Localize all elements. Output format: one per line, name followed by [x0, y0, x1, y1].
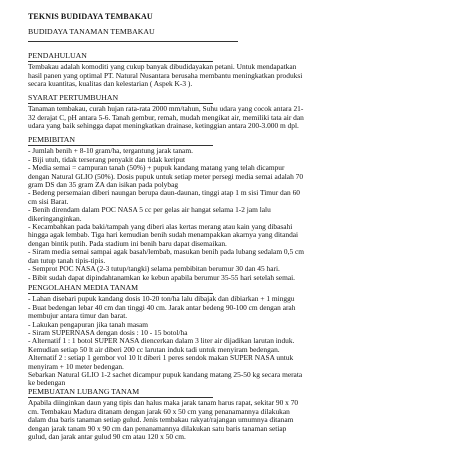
text-line: hasil panen yang optimal PT. Natural Nusantara berusaha membantu meningkatkan produksi: [28, 70, 303, 80]
text-line: Kemudian setiap 50 lt air diberi 200 cc larutan induk tadi untuk menyiram bedengan.: [28, 344, 280, 354]
text-line: Tanaman tembakau, curah hujan rata-rata 2000 mm/tahun, Suhu udara yang cocok antara 21-: [28, 104, 304, 114]
text-line: ke bedengan: [28, 378, 66, 388]
text-line: gulud, dan jarak antar gulud 90 cm atau 120 x 50 cm.: [28, 432, 186, 442]
section-body: [28, 105, 433, 130]
section-body: [28, 295, 433, 387]
text-line: - Siram SUPERNASA dengan dosis : 10 - 15 botol/ha: [28, 328, 188, 338]
text-line: gram DS dan 35 gram ZA dan isikan pada polybag: [28, 180, 179, 190]
text-line: - Lahan disebari pupuk kandang dosis 10-20 ton/ha lalu dibajak dan dibiarkan + 1 minggu: [28, 294, 295, 304]
document-title: TEKNIS BUDIDAYA TEMBAKAU: [28, 12, 153, 21]
section-heading: PENDAHULUAN: [28, 51, 87, 60]
text-line: Tembakau adalah komoditi yang cukup banyak dibudidayakan petani. Untuk mendapatkan: [28, 62, 297, 72]
text-line: - Lakukan pengapuran jika tanah masam: [28, 319, 149, 329]
section-heading: SYARAT PERTUMBUHAN: [28, 93, 119, 102]
text-line: udara yang baik sehingga dapat meningkatkan drainase, ketinggian antara 200-3.000 m dpl.: [28, 121, 299, 131]
text-line: dengan Natural GLIO (50%). Dosis pupuk untuk setiap meter persegi media semai adalah 70: [28, 171, 304, 181]
text-line: - Biji utuh, tidak terserang penyakit dan tidak keriput: [28, 154, 186, 164]
section-heading: PENGOLAHAN MEDIA TANAM: [28, 283, 139, 292]
text-line: - Semprot POC NASA (2-3 tutup/tangki) selama pembibitan berumur 30 dan 45 hari.: [28, 264, 280, 274]
document-subtitle: BUDIDAYA TANAMAN TEMBAKAU: [28, 27, 155, 36]
text-line: cm. Tembakau Madura ditanam dengan jarak 60 x 50 cm yang penanamannya dilakukan: [28, 406, 290, 416]
text-line: - Bibit sudah dapat dipindahtanamkan ke kebun apabila berumur 35-55 hari setelah semai.: [28, 272, 296, 282]
text-line: dengan bintik putih. Pada stadium ini benih baru dapat disemaikan.: [28, 238, 227, 248]
section-body: [28, 63, 433, 88]
text-line: secara kuantitas, kualitas dan kelestarian ( Aspek K-3 ).: [28, 79, 193, 89]
title-divider: [28, 41, 238, 42]
text-line: - Jumlah benih + 8-10 gram/ha, tergantung jarak tanam.: [28, 146, 193, 156]
section-pendahuluan: [28, 52, 433, 89]
text-line: menyiram + 10 meter bedengan.: [28, 361, 124, 371]
text-line: dan tutup tanah tipis-tipis.: [28, 255, 106, 265]
section-pembuatan-lubang-tanam: [28, 388, 433, 441]
text-line: - Buat bedengan lebar 40 cm dan tinggi 40 cm. Jarak antar bedeng 90-100 cm dengan arah: [28, 302, 296, 312]
section-body: [28, 399, 433, 441]
text-line: Apabila diinginkan daun yang tipis dan halus maka jarak tanam harus rapat, sekitar 90 x 70: [28, 398, 299, 408]
text-line: dikeringanginkan.: [28, 213, 82, 223]
section-heading: PEMBUATAN LUBANG TANAM: [28, 387, 140, 396]
text-line: 32 derajat C, pH antara 5-6. Tanah gembur, remah, mudah mengikat air, memiliki tata air dan: [28, 112, 304, 122]
section-pengolahan-media-tanam: [28, 284, 433, 388]
text-line: dengan jarak tanam 90 x 90 cm dan penanamannya dilakukan satu baris tanaman setiap: [28, 423, 287, 433]
text-line: - Alternatif 1 : 1 botol SUPER NASA diencerkan dalam 3 liter air dijadikan larutan induk.: [28, 336, 295, 346]
text-line: dalam dua baris tanaman setiap gulud. Jenis tembakau rakyat/rajangan umumnya ditanam: [28, 415, 294, 425]
section-syarat-pertumbuhan: [28, 94, 433, 131]
text-line: Alternatif 2 : setiap 1 gembor vol 10 lt diberi 1 peres sendok makan SUPER NASA untuk: [28, 353, 294, 363]
section-heading: PEMBIBITAN: [28, 135, 76, 144]
section-body: [28, 147, 433, 282]
text-line: - Benih direndam dalam POC NASA 5 cc per gelas air hangat selama 1-2 jam lalu: [28, 205, 271, 215]
text-line: - Bedeng persemaian diberi naungan berupa daun-daunan, tinggi atap 1 m sisi Timur dan 60: [28, 188, 300, 198]
text-line: hingga agak lembab. Tiga hari kemudian benih sudah menampakkan akarnya yang ditandai: [28, 230, 299, 240]
text-line: cm sisi Barat.: [28, 196, 69, 206]
text-line: - Media semai = campuran tanah (50%) + pupuk kandang matang yang telah dicampur: [28, 163, 285, 173]
section-pembibitan: [28, 136, 433, 282]
text-line: - Siram media semai sampai agak basah/lembab, masukan benih pada lubang sedalam 0,5 cm: [28, 247, 305, 257]
text-line: - Kecambahkan pada baki/tampah yang diberi alas kertas merang atau kain yang dibasahi: [28, 222, 293, 232]
text-line: membujur antara timur dan barat.: [28, 311, 128, 321]
text-line: Sebarkan Natural GLIO 1-2 sachet dicampur pupuk kandang matang 25-50 kg secara merata: [28, 370, 303, 380]
